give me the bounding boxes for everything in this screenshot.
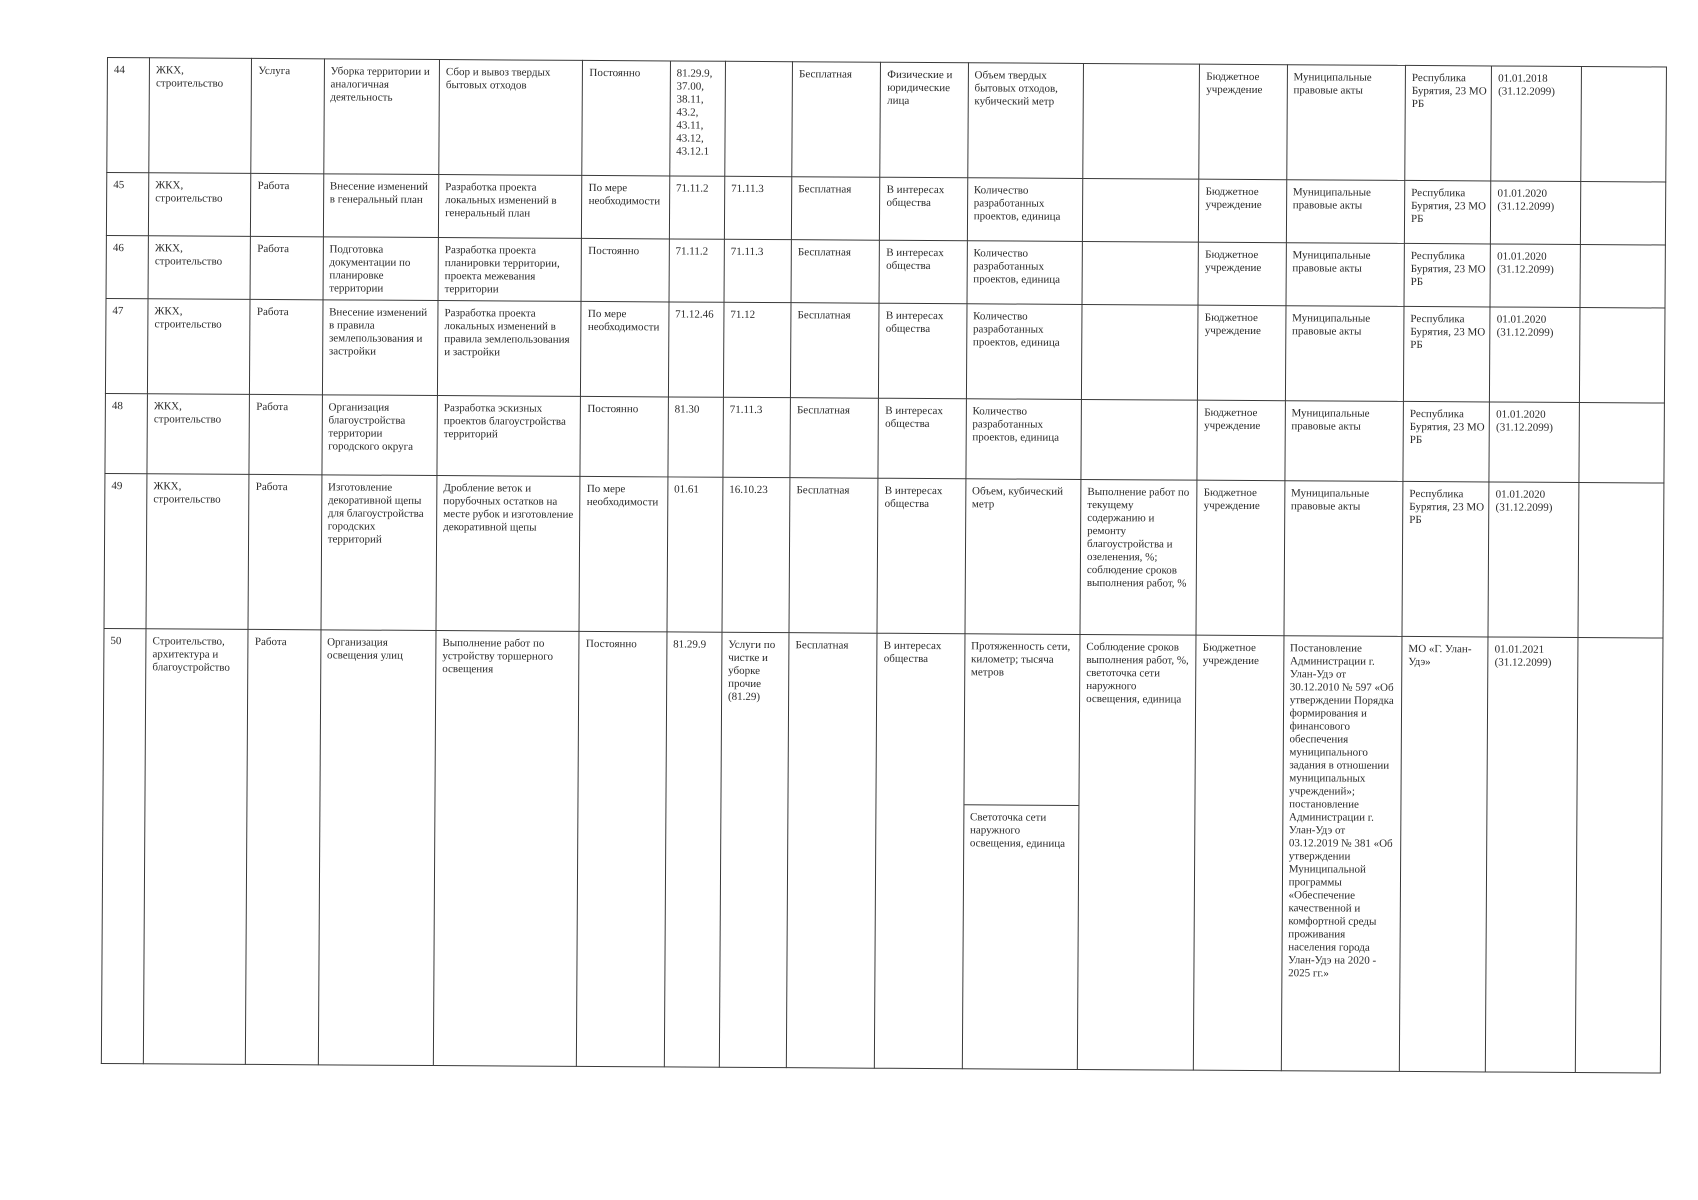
cell-last: [1580, 245, 1666, 309]
cell-content: Сбор и вывоз твердых бытовых отходов: [439, 60, 583, 176]
cell-type: Работа: [248, 474, 321, 629]
cell-last: [1579, 402, 1665, 483]
cell-volume: Количество разработанных проектов, единица: [967, 241, 1083, 305]
cell-okpd: 16.10.23: [722, 477, 790, 632]
table-row: [105, 393, 1664, 483]
cell-okved: 81.29.9: [664, 632, 722, 1067]
cell-mode: Постоянно: [582, 60, 670, 176]
cell-address: Республика Бурятия, 23 МО РБ: [1403, 306, 1490, 402]
cell-dates: 01.01.2020 (31.12.2099): [1490, 307, 1580, 403]
cell-mode: По мере необходимости: [581, 301, 669, 397]
cell-last: [1575, 637, 1663, 1073]
cell-address: Республика Бурятия, 23 МО РБ: [1405, 65, 1492, 181]
cell-content: Дробление веток и порубочных остатков на месте рубок и изготовление декоративной щепы: [436, 476, 580, 632]
cell-mode: Постоянно: [580, 396, 668, 477]
cell-sector: Строительство, архитектура и благоустройство: [143, 629, 248, 1065]
cell-quality: [1081, 399, 1198, 480]
cell-volume-top: Протяженность сети, километр; тысяча метров: [964, 634, 1079, 805]
cell-payment: Бесплатная: [789, 478, 878, 634]
cell-payment: Бесплатная: [786, 633, 877, 1069]
table-row: [106, 173, 1665, 246]
cell-quality: Соблюдение сроков выполнения работ, %, светоточка сети наружного освещения, единица: [1077, 634, 1196, 1070]
cell-okved: 71.11.2: [669, 176, 725, 239]
cell-volume: Количество разработанных проектов, единица: [967, 178, 1083, 242]
cell-address: Республика Бурятия, 23 МО РБ: [1404, 180, 1491, 244]
cell-content: Выполнение работ по устройству торшерного освещения: [433, 631, 579, 1067]
cell-okpd: Услуги по чистке и уборке прочие (81.29): [719, 632, 789, 1067]
cell-content: Разработка проекта локальных изменений в генеральный план: [438, 175, 582, 239]
cell-name: Внесение изменений в правила землепользования и застройки: [322, 300, 438, 396]
cell-name: Организация благоустройства территории городского округа: [322, 395, 438, 476]
cell-sector: ЖКХ, строительство: [149, 173, 252, 237]
cell-dates: 01.01.2020 (31.12.2099): [1490, 244, 1580, 308]
cell-num: 45: [106, 173, 149, 236]
cell-institution-type: Бюджетное учреждение: [1197, 400, 1285, 481]
cell-content: Разработка эскизных проектов благоустройства территорий: [437, 396, 581, 477]
cell-sector: ЖКХ, строительство: [147, 394, 250, 475]
cell-quality: [1082, 241, 1199, 305]
cell-legal-basis: Муниципальные правовые акты: [1286, 65, 1405, 181]
cell-num: 49: [104, 473, 147, 628]
cell-quality: [1082, 178, 1199, 242]
cell-quality: [1083, 63, 1200, 179]
cell-consumers: В интересах общества: [875, 633, 965, 1069]
cell-name: Организация освещения улиц: [318, 630, 436, 1066]
cell-mode: По мере необходимости: [579, 476, 667, 632]
cell-okpd: 71.11.3: [723, 397, 791, 477]
cell-okved: 71.12.46: [668, 302, 724, 397]
cell-quality: Выполнение работ по текущему содержанию и ремонту благоустройства и озеленения, %; соблюдение сроков выполнения работ, %: [1080, 479, 1197, 635]
cell-num: 48: [105, 393, 148, 473]
cell-okved: 81.30: [668, 397, 724, 477]
cell-sector: ЖКХ, строительство: [148, 299, 251, 395]
cell-address: Республика Бурятия, 23 МО РБ: [1402, 481, 1489, 637]
cell-dates: 01.01.2021 (31.12.2099): [1486, 637, 1578, 1073]
cell-volume: Объем твердых бытовых отходов, кубический метр: [967, 63, 1083, 179]
cell-institution-type: Бюджетное учреждение: [1194, 635, 1284, 1071]
cell-type: Работа: [249, 394, 322, 474]
cell-num: 47: [105, 298, 148, 393]
cell-sector: ЖКХ, строительство: [146, 474, 249, 630]
cell-quality: [1081, 304, 1198, 400]
cell-mode: По мере необходимости: [582, 175, 670, 239]
cell-payment: Бесплатная: [792, 177, 881, 241]
cell-legal-basis: Муниципальные правовые акты: [1284, 481, 1403, 637]
cell-payment: Бесплатная: [791, 303, 880, 399]
cell-okved: 01.61: [667, 477, 723, 632]
cell-num: 44: [107, 58, 150, 173]
cell-volume: Объем, кубический метр: [965, 479, 1081, 635]
table-row: [106, 235, 1665, 308]
cell-consumers: В интересах общества: [878, 398, 966, 479]
cell-volume: Количество разработанных проектов, единица: [966, 399, 1082, 480]
services-table: [101, 57, 1667, 1074]
cell-consumers: В интересах общества: [880, 177, 968, 241]
cell-institution-type: Бюджетное учреждение: [1198, 242, 1286, 306]
cell-volume: Количество разработанных проектов, единица: [966, 304, 1082, 400]
table-row: [104, 473, 1664, 638]
cell-address: МО «Г. Улан-Удэ»: [1399, 636, 1488, 1072]
cell-address: Республика Бурятия, 23 МО РБ: [1404, 243, 1491, 307]
table-row: [105, 298, 1665, 403]
cell-okpd: 71.11.3: [724, 176, 792, 239]
cell-legal-basis: Муниципальные правовые акты: [1286, 180, 1405, 244]
cell-last: [1580, 182, 1666, 246]
cell-volume: [962, 634, 1080, 1070]
cell-sector: ЖКХ, строительство: [149, 58, 252, 174]
cell-consumers: В интересах общества: [877, 478, 965, 634]
cell-content: Разработка проекта локальных изменений в правила землепользования и застройки: [437, 301, 581, 397]
cell-okved: 81.29.9, 37.00, 38.11, 43.2, 43.11, 43.12, 43.12.1: [670, 61, 726, 176]
cell-okpd: 71.12: [723, 302, 791, 397]
volume-split: [964, 634, 1080, 855]
cell-volume-bottom: Светоточка сети наружного освещения, единица: [969, 811, 1066, 850]
cell-legal-basis: Муниципальные правовые акты: [1285, 306, 1404, 402]
table-body: [101, 58, 1666, 1074]
cell-type: Работа: [250, 236, 323, 299]
cell-consumers: В интересах общества: [879, 240, 967, 304]
cell-legal-basis: Муниципальные правовые акты: [1286, 243, 1405, 307]
cell-dates: 01.01.2020 (31.12.2099): [1489, 402, 1579, 483]
cell-mode: Постоянно: [577, 631, 667, 1067]
cell-type: Работа: [250, 299, 323, 394]
cell-last: [1579, 308, 1665, 404]
cell-name: Подготовка документации по планировке территории: [323, 237, 439, 301]
cell-content: Разработка проекта планировки территории, проекта межевания территории: [438, 238, 582, 302]
cell-legal-basis: Постановление Администрации г. Улан-Удэ от 30.12.2010 № 597 «Об утверждении Порядка формирования и финансового обеспечения муниципального задания в отношении муниципальных учреждений»; постановление Администрации г. Улан-Удэ от 03.12.2019 № 381 «Об утверждении Муниципальной программы «Обеспечение качественной и комфортной среды проживания населения города Улан-Удэ на 2020 - 2025 гг.»: [1281, 636, 1402, 1072]
cell-payment: Бесплатная: [791, 240, 880, 304]
cell-num: 50: [101, 628, 146, 1063]
cell-consumers: В интересах общества: [879, 303, 967, 399]
cell-name: Уборка территории и аналогичная деятельность: [323, 59, 439, 175]
table-row: [107, 58, 1667, 183]
cell-institution-type: Бюджетное учреждение: [1196, 480, 1284, 636]
cell-payment: Бесплатная: [790, 398, 879, 479]
cell-okpd: 71.11.3: [724, 239, 792, 302]
table-row: [101, 628, 1663, 1073]
cell-last: [1580, 67, 1666, 183]
cell-dates: 01.01.2020 (31.12.2099): [1488, 482, 1578, 638]
cell-address: Республика Бурятия, 23 МО РБ: [1403, 401, 1490, 482]
cell-last: [1578, 482, 1664, 638]
cell-mode: Постоянно: [582, 238, 670, 302]
cell-num: 46: [106, 235, 149, 298]
cell-institution-type: Бюджетное учреждение: [1199, 179, 1287, 243]
cell-okpd: [725, 61, 793, 176]
cell-dates: 01.01.2020 (31.12.2099): [1491, 181, 1581, 245]
cell-name: Внесение изменений в генеральный план: [323, 174, 439, 238]
cell-consumers: Физические и юридические лица: [880, 62, 968, 178]
cell-legal-basis: Муниципальные правовые акты: [1285, 401, 1404, 482]
cell-sector: ЖКХ, строительство: [148, 236, 251, 300]
cell-okved: 71.11.2: [669, 239, 725, 302]
cell-name: Изготовление декоративной щепы для благоустройства городских территорий: [321, 475, 437, 631]
cell-dates: 01.01.2018 (31.12.2099): [1491, 66, 1581, 182]
cell-institution-type: Бюджетное учреждение: [1199, 64, 1287, 180]
cell-type: Работа: [251, 173, 324, 236]
cell-type: Услуга: [251, 58, 324, 173]
cell-institution-type: Бюджетное учреждение: [1198, 305, 1286, 401]
cell-type: Работа: [246, 629, 321, 1064]
cell-payment: Бесплатная: [792, 62, 881, 178]
